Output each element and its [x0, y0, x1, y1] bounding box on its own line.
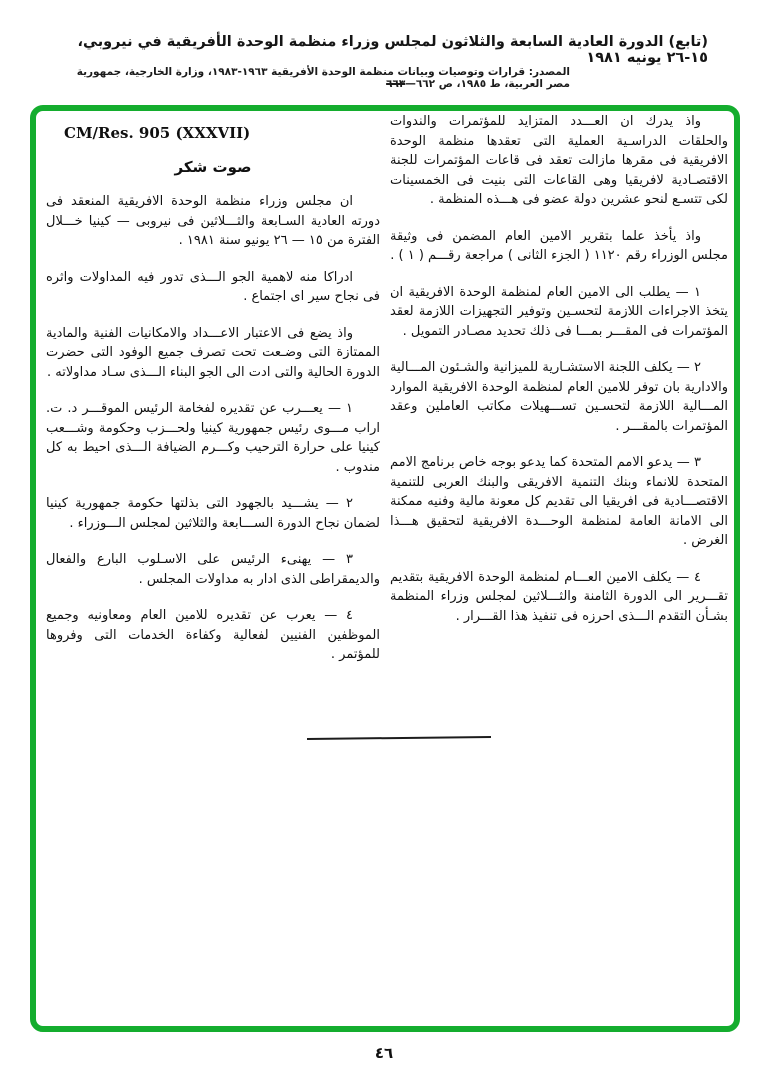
paragraph: ١ — يعـــرب عن تقديره لفخامة الرئيس الموقـــر د. ت. اراب مـــوى رئيس جمهورية كينيا ولحـــزب وحكومة وشـــعب كينيا على حرارة الترحيب وكـــرم الضيافة الـــذى احيط به كل مندوب .: [46, 401, 380, 475]
right-paragraphs: [390, 112, 728, 626]
paragraph: ٣ — يدعو الامم المتحدة كما يدعو بوجه خاص برنامج الامم المتحدة للانماء وبنك التنمية الافريقى والبنك العربى للتنمية الاقتصـــادية فى افريقيا الى تقديم كل معونة مالية وفنيه ممكنة الى الامانة العامة لمنظمة الوحـــدة الافريقية لتحقيق هـــذا الغرض .: [390, 455, 728, 548]
paragraph: ادراكا منه لاهمية الجو الـــذى تدور فيه المداولات واثره فى نجاح سير اى اجتماع .: [46, 269, 380, 304]
paragraph: واذ يدرك ان العـــدد المتزايد للمؤتمرات والندوات والحلقات الدراسـية العملية التى تعقدها منظمة الوحدة الافريقية فى مقرها مازالت تعقد فى قاعات المؤتمرات للجنة الاقتصـادية لافريقيا وهى القاعات التى بنيت فى الخمسينات لكى تتسـع لنحو عشرين دولة عضو فى هـــذه المنظمة .: [390, 114, 728, 207]
paragraph: ٣ — يهنىء الرئيس على الاسـلوب البارع والفعال والديمقراطى الذى ادار به مداولات المجلس .: [46, 552, 380, 587]
paragraph: ١ — يطلب الى الامين العام لمنظمة الوحدة الافريقية ان يتخذ الاجراءات اللازمة لتحسـين وتوفير التجهيزات اللازمة لعقد المؤتمرات فى المقـــر بمـــا فى ذلك تحديد مصـادر التمويل .: [390, 284, 728, 339]
paragraph: ٢ — يكلف اللجنة الاستشـارية للميزانية والشـئون المـــالية والادارية بان توفر للامين العام لمنظمة الوحدة الافريقية الموارد المـــالية اللازمة لتحسـين تســـهيلات مكاتب العاملين وعقد المؤتمرات بالمقـــر .: [390, 360, 728, 434]
source-struck-text: ٦٦٣: [386, 78, 406, 90]
paragraph: ٤ — يكلف الامين العـــام لمنظمة الوحدة الافريقية بتقديم تقـــرير الى الدورة الثامنة والثـــلاثين لمجلس وزراء المنظمة بشـأن التقدم الـــذى احرزه فى تنفيذ هذا القـــرار .: [390, 569, 728, 624]
paragraph: واذ يضع فى الاعتبار الاعـــداد والامكانيات الفنية والمادية الممتازة التى وضـعت تحت تصرف جميع الوفود التى حضرت الدورة الحالية والتى ادت الى الجو البناء الـــذى سـاد مداولاته .: [46, 325, 380, 380]
paragraph: ٤ — يعرب عن تقديره للامين العام ومعاونيه وجميع الموظفين الفنيين لفعالية وكفاءة الخدمات التى وفروها للمؤتمر .: [46, 608, 380, 662]
paragraph: ان مجلس وزراء منظمة الوحدة الافريقية المنعقد فى دورته العادية السـابعة والثـــلاثين فى نيروبى — كينيا خـــلال الفترة من ١٥ — ٢٦ يونيو سنة ١٩٨١ .: [46, 194, 380, 248]
paragraph: واذ يأخذ علما بتقرير الامين العام المضمن فى وثيقة مجلس الوزراء رقم ١١٢٠ ( الجزء الثانى ) مراجعة رقـــم ( ١ ) .: [390, 228, 728, 263]
source-line-text: المصدر: قرارات وتوصيات وبيانات منظمة الوحدة الأفريقية ١٩٦٣-١٩٨٣، وزارة الخارجية، جمهورية مصر العربية، ط ١٩٨٥، ص ٦٦٢—: [76, 66, 570, 90]
left-paragraphs: [46, 192, 380, 665]
column-left: [46, 124, 380, 682]
resolution-title: صوت شكر: [174, 158, 252, 176]
resolution-ref-code: CM/Res. 905 (XXXVII): [64, 124, 251, 142]
page-number: ٤٦: [374, 1044, 394, 1062]
paragraph: ٢ — يشـــيد بالجهود التى بذلتها حكومة جمهورية كينيا لضمان نجاح الدورة الســـابعة والثلاثين لمجلس الـــوزراء .: [46, 496, 380, 531]
column-right: [390, 112, 728, 643]
header-session-line: (تابع) الدورة العادية السابعة والثلاثون لمجلس وزراء منظمة الوحدة الأفريقية في نيروبي، ١٥-٢٦ يونيه ١٩٨١: [77, 34, 708, 66]
header-source-line: [50, 66, 570, 90]
